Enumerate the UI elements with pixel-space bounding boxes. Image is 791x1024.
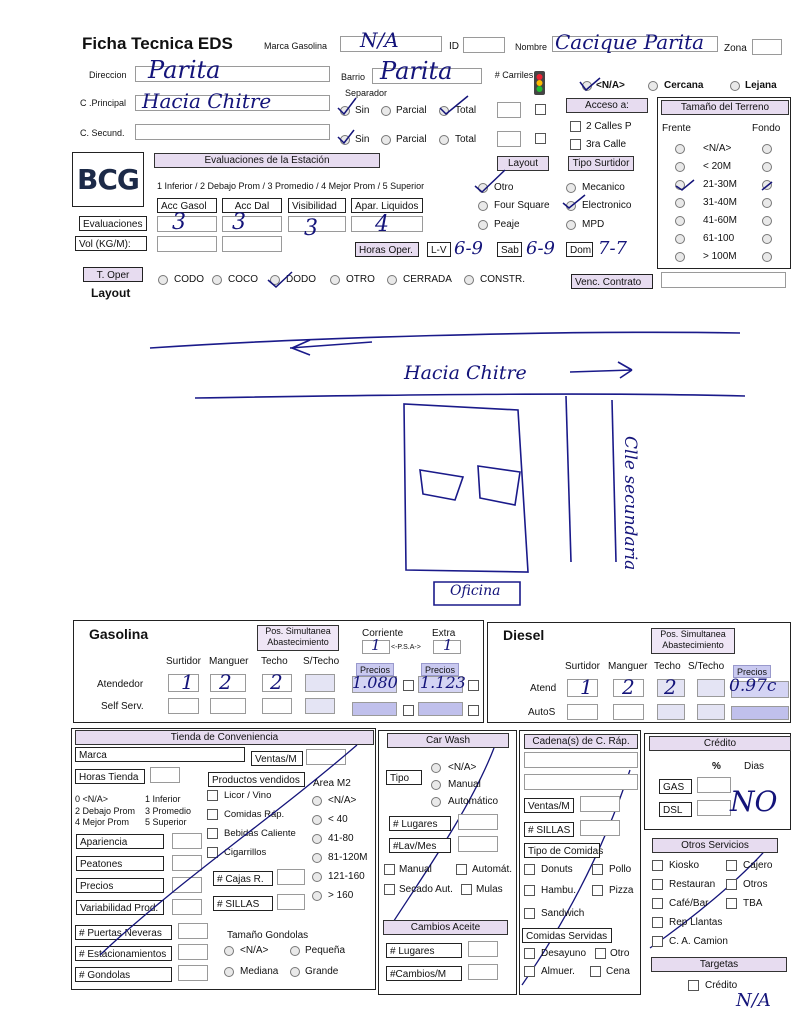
cadena-almuer-label: Almuer. xyxy=(541,966,575,977)
horas-lv-value: 6-9 xyxy=(454,238,483,259)
carwash-secado-label: Secado Aut. xyxy=(399,884,453,895)
direccion-value: Parita xyxy=(148,56,221,84)
gasolina-col-techo: Techo xyxy=(261,656,288,667)
cadena-tipo-label: Tipo de Comidas xyxy=(524,843,600,858)
evaluaciones-scale: 1 Inferior / 2 Debajo Prom / 3 Promedio / 4 Mejor Prom / 5 Superior xyxy=(157,181,425,191)
scale-line-2: 2 Debajo Prom xyxy=(75,806,136,816)
credito-dias-label: Dias xyxy=(744,761,765,772)
carwash-manual-label: Manual xyxy=(448,779,481,790)
otros-header: Otros Servicios xyxy=(652,838,778,853)
gas-price-2-value: 1.123 xyxy=(420,673,466,692)
gasolina-precios-1: Precios xyxy=(356,663,394,676)
gas-aten-techo-value: 2 xyxy=(270,670,283,694)
layout-header: Layout xyxy=(497,156,549,171)
otros-servicio-label: Rep Llantas xyxy=(669,917,723,928)
surtidor-header: Tipo Surtidor xyxy=(568,156,634,171)
direccion-label: Direccion xyxy=(89,70,127,80)
area-option-label: < 40 xyxy=(328,814,348,825)
area-option-label: 41-80 xyxy=(328,833,354,844)
marca-gasolina-value: N/A xyxy=(360,28,399,52)
area-option-label: <N/A> xyxy=(328,795,357,806)
sep1-sin-label: Sin xyxy=(355,105,370,116)
apar-liquidos-header: Apar. Liquidos xyxy=(351,198,423,213)
score-visibilidad-value: 3 xyxy=(304,216,318,241)
acc-gasol-header: Acc Gasol xyxy=(157,198,217,213)
diesel-aten-manguer-value: 2 xyxy=(622,675,635,699)
tienda-item-label: Variabilidad Prod. xyxy=(76,900,164,915)
office-label: Oficina xyxy=(450,583,501,599)
gasolina-atendedor-label: Atendedor xyxy=(97,679,144,690)
otros-servicio-label: Cajero xyxy=(743,860,773,871)
gasolina-psa-label: <-P.S.A-> xyxy=(391,644,421,651)
gasolina-precios-2: Precios xyxy=(421,663,459,676)
terreno-option-label: > 100M xyxy=(703,251,737,262)
tienda-header: Tienda de Conveniencia xyxy=(75,730,374,745)
otros-servicio-label: Restauran xyxy=(669,879,716,890)
score-apar-value: 4 xyxy=(375,212,389,237)
carwash-automat-check-label: Automát. xyxy=(472,864,513,875)
page-title: Ficha Tecnica EDS xyxy=(82,34,233,53)
gasolina-col-manguer: Manguer xyxy=(209,656,249,667)
otros-servicio-label: Otros xyxy=(743,879,768,890)
horas-dom-label: Dom xyxy=(566,242,593,257)
tienda-estac-label: # Estacionamientos xyxy=(75,946,172,961)
carriles-label: # Carriles xyxy=(494,70,534,80)
diesel-price-value: 0.97c xyxy=(729,676,777,696)
gas-aten-surtidor-value: 1 xyxy=(181,670,194,694)
carwash-lugares-label: # Lugares xyxy=(389,816,451,831)
check-frente-2130 xyxy=(676,180,694,190)
gas-aten-manguer-value: 2 xyxy=(219,670,232,694)
cadena-desayuno-label: Desayuno xyxy=(541,948,587,959)
area-option-label: 121-160 xyxy=(328,871,365,882)
gond-pequena-label: Pequeña xyxy=(305,945,346,956)
check-sep2-sin xyxy=(338,130,354,143)
diesel-aten-techo-value: 2 xyxy=(664,675,677,699)
proximity-lejana-label: Lejana xyxy=(745,80,777,91)
vol-row-label: Vol (KG/M): xyxy=(75,236,147,251)
id-label: ID xyxy=(449,41,459,52)
gond-na-label: <N/A> xyxy=(240,945,269,956)
scale-line-4: 4 Mejor Prom xyxy=(75,817,130,827)
terreno-option-label: 61-100 xyxy=(703,233,735,244)
credito-pct-label: % xyxy=(712,761,721,772)
gasolina-selfserv-label: Self Serv. xyxy=(101,701,144,712)
carwash-mulas-label: Mulas xyxy=(476,884,503,895)
tienda-horas-label: Horas Tienda xyxy=(75,769,145,784)
tienda-item-label: Apariencia xyxy=(76,834,164,849)
diesel-pos-sim: Pos. Simultanea Abastecimiento xyxy=(651,628,735,654)
horas-dom-value: 7-7 xyxy=(598,238,627,259)
gond-grande-label: Grande xyxy=(305,966,339,977)
terreno-option-label: 41-60M xyxy=(703,215,737,226)
terreno-frente-label: Frente xyxy=(662,123,691,134)
terreno-option-label: 31-40M xyxy=(703,197,737,208)
toper-option-label: COCO xyxy=(228,274,258,285)
cadena-sandwich-label: Sandwich xyxy=(541,908,585,919)
producto-label: Comidas Ráp. xyxy=(224,809,285,820)
sep2-sin-label: Sin xyxy=(355,134,370,145)
bcg-logo-text: BCG xyxy=(77,163,139,196)
terreno-option-label: 21-30M xyxy=(703,179,737,190)
gas-price-1-value: 1.080 xyxy=(352,673,398,692)
separador-label: Separador xyxy=(345,88,388,98)
cadena-cena-label: Cena xyxy=(606,966,630,977)
gasolina-extra-value: 1 xyxy=(443,636,453,654)
credito-dsl-label: DSL xyxy=(659,802,692,817)
layout-peaje-label: Peaje xyxy=(494,219,520,230)
credito-header: Crédito xyxy=(649,736,791,751)
sep1-parcial-label: Parcial xyxy=(396,105,427,116)
producto-label: Bebidas Caliente xyxy=(224,828,296,839)
nombre-value: Cacique Parita xyxy=(555,30,705,54)
road-label: Hacia Chitre xyxy=(404,362,527,384)
otros-servicio-label: C. A. Camion xyxy=(669,936,728,947)
check-dodo xyxy=(268,272,292,287)
carwash-manual-check-label: Manual xyxy=(399,864,432,875)
horas-sab-value: 6-9 xyxy=(526,238,555,259)
gasolina-pos-sim: Pos. Simultanea Abastecimiento xyxy=(257,625,339,651)
diesel-autos-label: AutoS xyxy=(528,707,556,718)
sep2-parcial-label: Parcial xyxy=(396,134,427,145)
tienda-tam-gondolas-label: Tamaño Gondolas xyxy=(227,930,309,941)
horas-sab-label: Sab xyxy=(497,242,522,257)
cadena-hambu-label: Hambu. xyxy=(541,885,577,896)
gasolina-col-stecho: S/Techo xyxy=(303,656,340,667)
otros-servicio-label: Café/Bar xyxy=(669,898,709,909)
producto-label: Licor / Vino xyxy=(224,790,272,801)
area-option-label: 81-120M xyxy=(328,852,368,863)
visibilidad-header: Visibilidad xyxy=(288,198,346,213)
tienda-area-label: Area M2 xyxy=(313,778,351,789)
cadena-otro-label: Otro xyxy=(610,948,630,959)
gasolina-corriente-value: 1 xyxy=(371,636,381,654)
cadena-header: Cadena(s) de C. Ráp. xyxy=(524,734,638,749)
layout-otro-label: Otro xyxy=(494,182,514,193)
tienda-puertas-label: # Puertas Neveras xyxy=(75,925,172,940)
toper-label: T. Oper xyxy=(83,267,143,282)
marca-gasolina-label: Marca Gasolina xyxy=(264,41,328,51)
toper-option-label: DODO xyxy=(286,274,316,285)
surtidor-mpd-label: MPD xyxy=(582,219,605,230)
horas-oper-label: Horas Oper. xyxy=(355,242,419,257)
barrio-value: Parita xyxy=(380,57,453,85)
tienda-gondolas-label: # Gondolas xyxy=(75,967,172,982)
tienda-sillas-label: # SILLAS xyxy=(213,896,273,911)
diesel-col-manguer: Manguer xyxy=(608,661,648,672)
scale-line-0: 0 <N/A> xyxy=(75,794,109,804)
sep1-total-label: Total xyxy=(455,105,477,116)
check-sep1-total xyxy=(440,96,468,114)
credito-gas-label: GAS xyxy=(659,779,692,794)
evaluaciones-row-label: Evaluaciones xyxy=(79,216,147,231)
check-electronico xyxy=(563,195,585,208)
area-option-label: > 160 xyxy=(328,890,354,901)
tienda-item-label: Precios xyxy=(76,878,164,893)
gasolina-extra-label: Extra xyxy=(432,628,456,639)
layout-section-title: Layout xyxy=(91,286,131,300)
cambios-lugares-label: # Lugares xyxy=(386,943,462,958)
tarjetas-header: Targetas xyxy=(651,957,787,972)
evaluaciones-header: Evaluaciones de la Estación xyxy=(154,153,380,168)
cambios-mes-label: #Cambios/M xyxy=(386,966,462,981)
terreno-option-label: < 20M xyxy=(703,161,732,172)
carwash-na-label: <N/A> xyxy=(448,762,477,773)
cadena-servidas-label: Comidas Servidas xyxy=(522,928,612,943)
zona-label: Zona xyxy=(724,43,747,54)
toper-option-label: CODO xyxy=(174,274,204,285)
toper-option-label: OTRO xyxy=(346,274,375,285)
check-na xyxy=(580,78,600,90)
producto-label: Cigarrillos xyxy=(224,847,267,858)
gasolina-title: Gasolina xyxy=(89,626,149,642)
c-principal-value: Hacia Chitre xyxy=(142,89,272,113)
score-acc-dal-value: 3 xyxy=(232,210,246,235)
diesel-title: Diesel xyxy=(503,627,545,643)
tarjetas-na-value: N/A xyxy=(736,990,771,1011)
credito-no-value: NO xyxy=(730,785,778,818)
surtidor-mecanico-label: Mecanico xyxy=(582,182,625,193)
carwash-auto-label: Automático xyxy=(448,796,499,807)
carwash-lavmes-label: #Lav/Mes xyxy=(389,838,451,853)
toper-option-label: CONSTR. xyxy=(480,274,525,285)
score-acc-gasol-value: 3 xyxy=(172,210,186,235)
acceso-2calles-label: 2 Calles P xyxy=(586,121,632,132)
toper-option-label: CERRADA xyxy=(403,274,452,285)
acceso-header: Acceso a: xyxy=(566,98,648,113)
proximity-na-label: <N/A> xyxy=(596,80,625,91)
tienda-marca-label: Marca xyxy=(75,747,245,762)
barrio-label: Barrio xyxy=(341,72,366,82)
gond-mediana-label: Mediana xyxy=(240,966,279,977)
diesel-atend-label: Atend xyxy=(530,683,557,694)
nombre-label: Nombre xyxy=(515,42,548,52)
diesel-col-techo: Techo xyxy=(654,661,681,672)
c-secund-label: C. Secund. xyxy=(80,128,125,138)
gasolina-corriente-label: Corriente xyxy=(362,628,404,639)
cadena-sillas-label: # SILLAS xyxy=(524,822,574,837)
otros-servicio-label: Kiosko xyxy=(669,860,700,871)
scale-line-1: 1 Inferior xyxy=(145,794,181,804)
carwash-header: Car Wash xyxy=(387,733,509,748)
surtidor-electronico-label: Electronico xyxy=(582,200,632,211)
acc-dal-header: Acc Dal xyxy=(222,198,282,213)
side-street-label: Clle secundaria xyxy=(620,436,640,571)
check-sep1-sin xyxy=(338,98,356,114)
horas-lv-label: L-V xyxy=(427,242,451,257)
tienda-cajas-label: # Cajas R. xyxy=(213,871,273,886)
cadena-ventas-label: Ventas/M xyxy=(524,798,574,813)
cambios-header: Cambios Aceite xyxy=(383,920,508,935)
c-principal-label: C .Principal xyxy=(80,98,127,108)
cadena-pizza-label: Pizza xyxy=(609,885,634,896)
tarjetas-credito-label: Crédito xyxy=(705,980,738,991)
proximity-cercana-label: Cercana xyxy=(664,80,704,91)
scale-line-3: 3 Promedio xyxy=(145,806,192,816)
sep2-total-label: Total xyxy=(455,134,477,145)
diesel-aten-surtidor-value: 1 xyxy=(580,675,593,699)
layout-foursquare-label: Four Square xyxy=(494,200,550,211)
check-fondo-2130 xyxy=(762,182,772,190)
cadena-pollo-label: Pollo xyxy=(609,864,632,875)
carwash-tipo-label: Tipo xyxy=(386,770,422,785)
diesel-precios: Precios xyxy=(733,665,771,678)
check-layout-otro xyxy=(475,170,505,192)
terreno-fondo-label: Fondo xyxy=(752,123,781,134)
acceso-3ra-label: 3ra Calle xyxy=(586,139,627,150)
diesel-col-surtidor: Surtidor xyxy=(565,661,601,672)
terreno-option-label: <N/A> xyxy=(703,143,732,154)
terreno-header: Tamaño del Terreno xyxy=(661,100,789,115)
tienda-item-label: Peatones xyxy=(76,856,164,871)
gasolina-col-surtidor: Surtidor xyxy=(166,656,202,667)
tienda-productos-label: Productos vendidos xyxy=(208,772,305,787)
venc-contrato-label: Venc. Contrato xyxy=(571,274,653,289)
tienda-ventas-label: Ventas/M xyxy=(251,751,303,766)
scale-line-5: 5 Superior xyxy=(145,817,187,827)
cadena-donuts-label: Donuts xyxy=(541,864,573,875)
otros-servicio-label: TBA xyxy=(743,898,763,909)
diesel-col-stecho: S/Techo xyxy=(688,661,725,672)
